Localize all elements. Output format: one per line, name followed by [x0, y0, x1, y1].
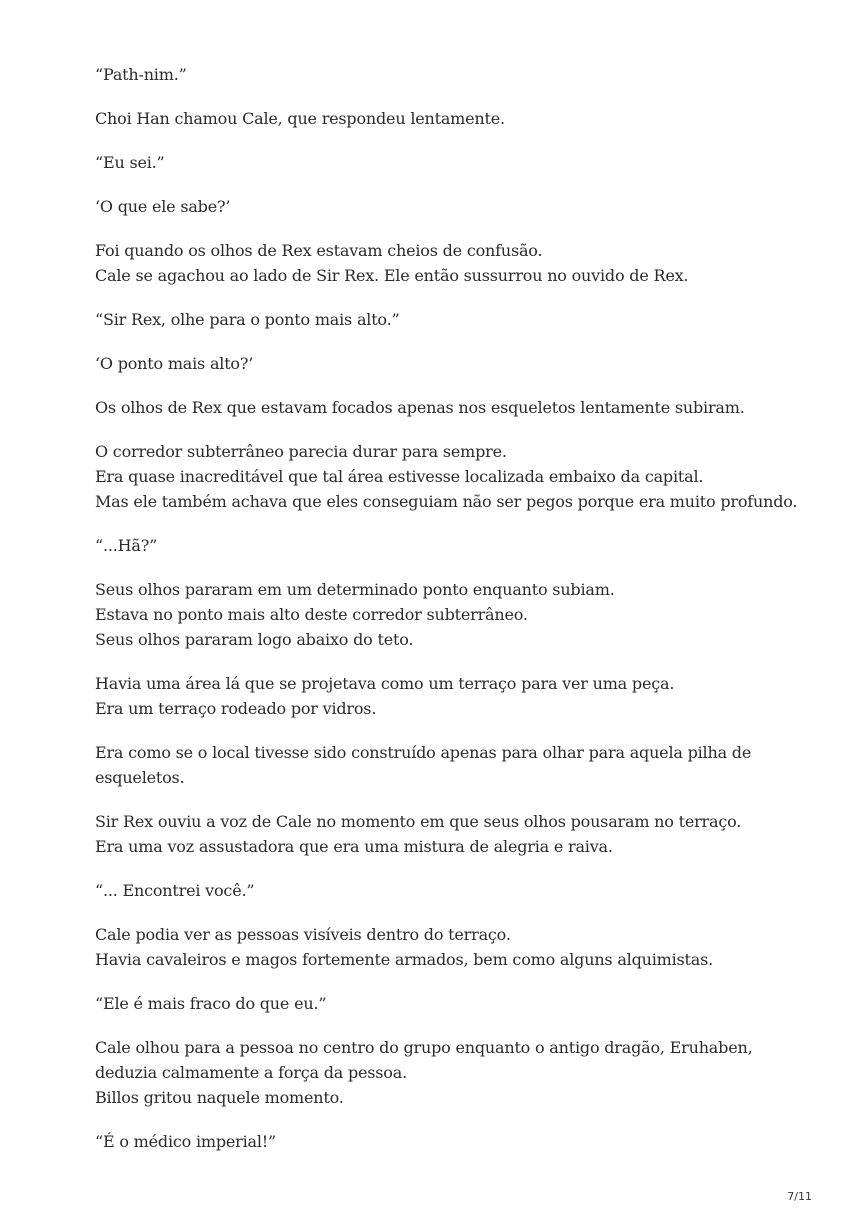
paragraph — [95, 671, 815, 721]
paragraph — [95, 238, 815, 288]
paragraph — [95, 395, 815, 420]
text-line: “É o médico imperial!” — [95, 1132, 276, 1151]
paragraph — [95, 150, 815, 175]
text-line: “Eu sei.” — [95, 153, 165, 172]
paragraph — [95, 1129, 815, 1154]
paragraph — [95, 577, 815, 652]
paragraph — [95, 878, 815, 903]
text-line: Era quase inacreditável que tal área estivesse localizada embaixo da capital. — [95, 467, 704, 486]
text-line: Choi Han chamou Cale, que respondeu lentamente. — [95, 109, 505, 128]
paragraph — [95, 351, 815, 376]
text-line: Os olhos de Rex que estavam focados apenas nos esqueletos lentamente subiram. — [95, 398, 745, 417]
text-line: Estava no ponto mais alto deste corredor subterrâneo. — [95, 605, 528, 624]
text-line: Era um terraço rodeado por vidros. — [95, 699, 377, 718]
text-line: Foi quando os olhos de Rex estavam cheios de confusão. — [95, 241, 543, 260]
text-line: “Sir Rex, olhe para o ponto mais alto.” — [95, 310, 400, 329]
text-line: Era como se o local tivesse sido construído apenas para olhar para aquela pilha de — [95, 743, 752, 762]
paragraph — [95, 740, 815, 790]
document-page — [95, 62, 815, 1173]
text-line: Seus olhos pararam em um determinado ponto enquanto subiam. — [95, 580, 615, 599]
text-line: Havia uma área lá que se projetava como um terraço para ver uma peça. — [95, 674, 675, 693]
text-line: Billos gritou naquele momento. — [95, 1088, 344, 1107]
text-line: Havia cavaleiros e magos fortemente armados, bem como alguns alquimistas. — [95, 950, 714, 969]
text-line: “... Encontrei você.” — [95, 881, 255, 900]
paragraph — [95, 106, 815, 131]
paragraph — [95, 922, 815, 972]
text-line: esqueletos. — [95, 768, 185, 787]
text-line: Cale se agachou ao lado de Sir Rex. Ele então sussurrou no ouvido de Rex. — [95, 266, 689, 285]
text-line: Era uma voz assustadora que era uma mistura de alegria e raiva. — [95, 837, 613, 856]
text-line: “Ele é mais fraco do que eu.” — [95, 994, 327, 1013]
text-line: Cale podia ver as pessoas visíveis dentro do terraço. — [95, 925, 511, 944]
text-line: Seus olhos pararam logo abaixo do teto. — [95, 630, 414, 649]
text-line: deduzia calmamente a força da pessoa. — [95, 1063, 407, 1082]
paragraph — [95, 439, 815, 514]
text-line: Sir Rex ouviu a voz de Cale no momento em que seus olhos pousaram no terraço. — [95, 812, 742, 831]
paragraph — [95, 991, 815, 1016]
text-line: “Path-nim.” — [95, 65, 187, 84]
paragraph — [95, 194, 815, 219]
text-line: ‘O ponto mais alto?’ — [95, 354, 254, 373]
paragraph — [95, 62, 815, 87]
text-line: Mas ele também achava que eles conseguiam não ser pegos porque era muito profundo. — [95, 492, 798, 511]
paragraph — [95, 307, 815, 332]
text-line: O corredor subterrâneo parecia durar para sempre. — [95, 442, 507, 461]
paragraph — [95, 533, 815, 558]
text-line: Cale olhou para a pessoa no centro do grupo enquanto o antigo dragão, Eruhaben, — [95, 1038, 753, 1057]
text-line: ‘O que ele sabe?’ — [95, 197, 231, 216]
page-number: 7/11 — [787, 1190, 812, 1203]
paragraph — [95, 1035, 815, 1110]
paragraph — [95, 809, 815, 859]
text-line: “...Hã?” — [95, 536, 158, 555]
